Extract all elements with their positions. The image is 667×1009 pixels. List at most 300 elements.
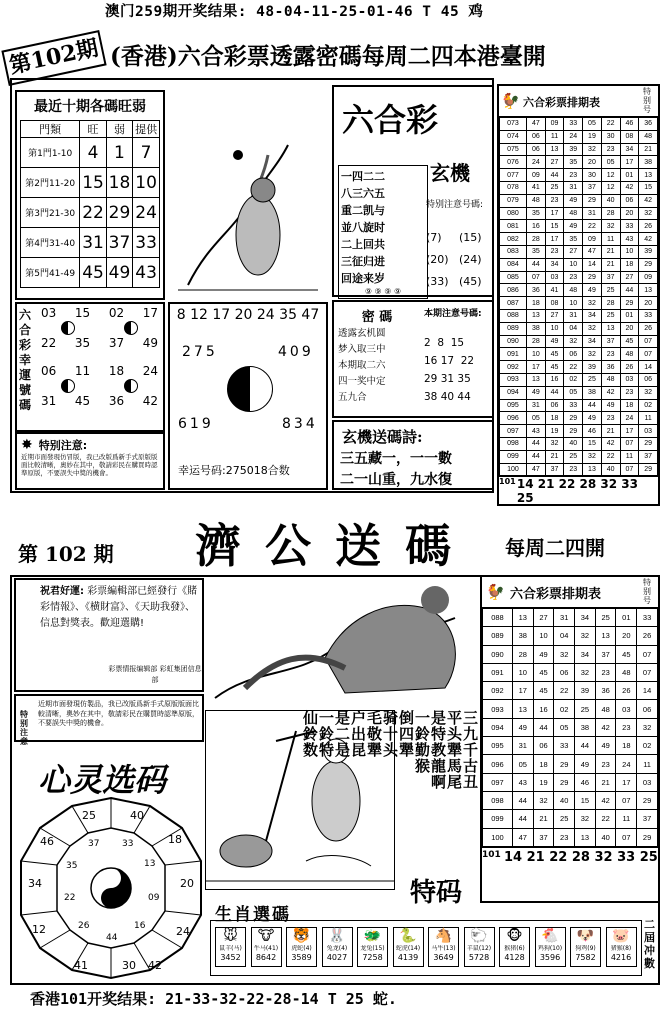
bagua-num: 12 <box>32 923 46 936</box>
bagua-num: 09 <box>148 893 160 903</box>
history-num-cell: 34 <box>583 335 602 348</box>
history-num-cell: 03 <box>616 700 637 718</box>
history-num-cell: 18 <box>620 399 639 412</box>
history-num-cell: 13 <box>526 373 545 386</box>
history-issue-cell: 093 <box>483 700 513 718</box>
history-num-cell: 30 <box>601 130 620 143</box>
zodiac-label: 马牛(13) <box>431 945 456 952</box>
macau-result-line: 澳门259期开奖结果: 48-04-11-25-01-46 T 45 鸡 <box>105 4 484 20</box>
history-num-cell: 08 <box>620 130 639 143</box>
history-num-cell: 21 <box>601 258 620 271</box>
history-num-cell: 07 <box>620 437 639 450</box>
history-issue-cell: 096 <box>500 412 527 425</box>
zodiac-label: 兔龙(4) <box>326 945 348 952</box>
history-num-cell: 34 <box>575 645 596 663</box>
history-row <box>483 755 658 773</box>
history-num-cell: 16 <box>526 220 545 233</box>
history-row <box>500 118 658 131</box>
notice-left <box>14 578 204 692</box>
bagua-num: 44 <box>106 933 118 943</box>
jigong-poem-col: 毛敬犟 <box>365 710 383 758</box>
history-num-cell: 25 <box>545 181 564 194</box>
lucky-num: 42 <box>142 394 158 408</box>
history-num-cell: 03 <box>545 271 564 284</box>
history-num-cell: 43 <box>512 773 533 791</box>
history-num-cell: 05 <box>526 412 545 425</box>
stats-panel <box>15 90 165 300</box>
xuanji-poem-line: 二上回共 <box>341 238 385 251</box>
history-row <box>500 309 658 322</box>
zodiac-animal-icon: 🐰 <box>328 928 346 944</box>
stats-cell: 37 <box>106 228 132 258</box>
history-issue-cell: 096 <box>483 755 513 773</box>
history-row <box>500 181 658 194</box>
zodiac-num: 4216 <box>610 953 632 962</box>
zodiac-item <box>606 927 637 967</box>
history-row <box>483 810 658 828</box>
history-num-cell: 35 <box>564 156 583 169</box>
history-issue-cell: 094 <box>500 386 527 399</box>
lucky-num: 36 <box>108 394 125 408</box>
stats-header-row <box>21 121 160 138</box>
rooster-icon: 🐓 <box>486 583 505 601</box>
history-num-cell: 32 <box>583 450 602 463</box>
history-num-cell: 21 <box>639 143 658 156</box>
history-issue-cell: 079 <box>500 194 527 207</box>
history-num-cell: 27 <box>564 245 583 258</box>
history-num-cell: 28 <box>512 645 533 663</box>
history-num-cell: 15 <box>575 791 596 809</box>
zodiac-item <box>286 927 317 967</box>
bagua-num: 40 <box>130 809 144 822</box>
history-num-cell: 32 <box>575 663 596 681</box>
history-num-cell: 21 <box>533 810 554 828</box>
stats-cell: 45 <box>80 258 106 288</box>
history-num-cell: 11 <box>620 450 639 463</box>
history-num-cell: 17 <box>545 233 564 246</box>
history-num-cell: 31 <box>554 609 575 627</box>
bagua-num: 22 <box>64 893 76 903</box>
history-num-cell: 47 <box>512 828 533 846</box>
history-issue-cell: 089 <box>483 627 513 645</box>
history-num-cell: 25 <box>575 700 596 718</box>
history-num-cell: 05 <box>601 156 620 169</box>
history-num-cell: 15 <box>545 220 564 233</box>
jigong-poem-col: 一鈴特 <box>317 710 335 758</box>
history-num-cell: 20 <box>616 627 637 645</box>
history-num-cell: 26 <box>620 361 639 374</box>
mima-title: 密 碼 <box>361 310 393 325</box>
history-issue-cell: 100 <box>500 463 527 476</box>
history-num-cell: 39 <box>639 245 658 258</box>
history-num-cell: 41 <box>545 284 564 297</box>
stats-cell: 43 <box>133 258 160 288</box>
notice-small-text: 近期市面發現仿冒版，我已改版爲新手式原版版面比較清晰，奧妙在其中，敬請彩民在購買時認準原版，不要誤失中獎的機會。 <box>21 453 158 477</box>
history-num-cell: 47 <box>583 245 602 258</box>
history-row <box>500 130 658 143</box>
lucky-num: 45 <box>74 394 91 408</box>
notice-left-body: 彩票編輯部已經發行《賭彩情報》、《横財富》、《天助我發》、信息對獎表。歡迎選購! <box>40 586 198 629</box>
history-num-cell: 07 <box>637 663 658 681</box>
notice-left-signature: 彩票情报编辑部 彩虹集团信息部 <box>108 665 202 684</box>
history-num-cell: 35 <box>526 245 545 258</box>
xuanji-poem-line: 一四二二 <box>341 170 385 183</box>
history-num-cell: 32 <box>564 335 583 348</box>
history-row <box>500 437 658 450</box>
history-num-cell: 48 <box>526 194 545 207</box>
history-num-cell: 33 <box>620 220 639 233</box>
history-num-cell: 38 <box>575 718 596 736</box>
bagua-num: 25 <box>82 809 96 822</box>
bagua-num: 26 <box>78 921 90 931</box>
history-num-cell: 49 <box>575 755 596 773</box>
stats-header: 門類 <box>21 121 80 138</box>
history-num-cell: 49 <box>564 220 583 233</box>
history-row <box>483 791 658 809</box>
history-num-cell: 44 <box>545 169 564 182</box>
bagua-num: 42 <box>148 959 162 972</box>
jigong-poem-col: 是二是 <box>333 710 351 758</box>
mima-line: 四一奖中定 <box>338 376 386 387</box>
history-row <box>500 412 658 425</box>
notice-left2 <box>14 694 204 746</box>
center-left-num: 275 <box>182 344 218 360</box>
history-num-cell: 37 <box>601 271 620 284</box>
history-num-cell: 05 <box>564 386 583 399</box>
history-num-cell: 17 <box>526 361 545 374</box>
zodiac-label: 牛马(41) <box>253 945 279 952</box>
history-num-cell: 04 <box>564 322 583 335</box>
lucky-num: 06 <box>41 364 57 378</box>
history-issue-cell: 084 <box>500 258 527 271</box>
headline: (香港)六合彩票透露密碼每周二四本港臺開 <box>110 43 546 70</box>
zodiac-num: 3589 <box>291 953 312 962</box>
history-num-cell: 38 <box>639 156 658 169</box>
history-num-cell: 06 <box>526 143 545 156</box>
history-num-cell: 49 <box>545 335 564 348</box>
zodiac-item <box>357 927 388 967</box>
history-num-cell: 13 <box>512 609 533 627</box>
zodiac-label: 猪猴(8) <box>610 945 632 952</box>
stats-cell: 15 <box>80 168 106 198</box>
history-num-cell: 32 <box>583 322 602 335</box>
zodiac-item <box>535 927 566 967</box>
history-num-cell: 36 <box>595 682 616 700</box>
history-num-cell: 06 <box>564 348 583 361</box>
stats-cell: 31 <box>80 228 106 258</box>
history-issue-cell: 088 <box>483 609 513 627</box>
lucky-num: 03 <box>41 306 57 320</box>
history-row <box>500 425 658 438</box>
zodiac-animal-icon: 🐵 <box>506 928 523 944</box>
history-top-side: 特别号 <box>643 87 651 114</box>
history-num-cell: 37 <box>639 450 658 463</box>
history-num-cell: 40 <box>601 194 620 207</box>
history-num-cell: 11 <box>545 130 564 143</box>
history-num-cell: 41 <box>526 181 545 194</box>
zodiac-item <box>322 927 353 967</box>
zodiac-num: 4027 <box>326 953 348 962</box>
history-row <box>483 828 658 846</box>
history-issue-cell: 088 <box>500 309 527 322</box>
history-num-cell: 29 <box>637 828 658 846</box>
history-num-cell: 23 <box>554 828 575 846</box>
circled-num: (15) <box>459 231 482 244</box>
history-num-cell: 32 <box>601 220 620 233</box>
history-num-cell: 20 <box>639 297 658 310</box>
sketch-illustration <box>168 85 328 295</box>
zodiac-label: 羊鼠(12) <box>466 945 492 952</box>
history-num-cell: 18 <box>545 412 564 425</box>
history-num-cell: 43 <box>620 233 639 246</box>
zodiac-animal-icon: 🐑 <box>470 928 488 944</box>
zodiac-animal-icon: 🐲 <box>363 928 382 944</box>
history-num-cell: 48 <box>620 348 639 361</box>
history-num-cell: 18 <box>620 258 639 271</box>
history-num-cell: 13 <box>595 627 616 645</box>
history-num-cell: 33 <box>639 309 658 322</box>
history-num-cell: 10 <box>620 245 639 258</box>
history-num-cell: 29 <box>564 412 583 425</box>
history-num-cell: 43 <box>526 425 545 438</box>
history-row <box>500 335 658 348</box>
history-num-cell: 27 <box>545 156 564 169</box>
history-num-cell: 21 <box>601 425 620 438</box>
history-num-cell: 14 <box>639 361 658 374</box>
zodiac-num: 4128 <box>504 953 525 962</box>
zodiac-item <box>464 927 495 967</box>
xuanji-poem-line: 三征归进 <box>341 255 385 268</box>
history-bottom-last-nums: 14 21 22 28 32 33 25 <box>504 849 658 865</box>
stats-row <box>21 138 160 168</box>
history-num-cell: 28 <box>526 233 545 246</box>
xuanji-title: 六合彩 <box>342 101 439 139</box>
history-num-cell: 40 <box>564 437 583 450</box>
history-num-cell: 32 <box>545 437 564 450</box>
stats-table <box>20 120 160 288</box>
circled-num: (24) <box>459 253 482 266</box>
lucky-num: 22 <box>41 336 57 350</box>
history-num-cell: 16 <box>545 373 564 386</box>
history-num-cell: 46 <box>583 425 602 438</box>
zodiac-side: 二屆冲數 <box>644 918 655 970</box>
history-num-cell: 13 <box>512 700 533 718</box>
history-num-cell: 37 <box>601 335 620 348</box>
history-num-cell: 34 <box>620 143 639 156</box>
history-num-cell: 17 <box>620 156 639 169</box>
history-num-cell: 14 <box>583 258 602 271</box>
zodiac-num: 3596 <box>539 953 561 962</box>
jigong-poem-col: 一鈴勤猴 <box>413 710 431 774</box>
jigong-poem-col: 户出昆 <box>349 710 367 758</box>
lucky-num: 35 <box>74 336 91 350</box>
xuanji-subtitle: 玄機 <box>430 161 470 185</box>
history-row <box>483 663 658 681</box>
history-row <box>500 169 658 182</box>
history-num-cell: 07 <box>639 348 658 361</box>
stats-cell: 18 <box>106 168 132 198</box>
center-bottom-left-num: 619 <box>178 416 214 432</box>
zodiac-label: 鸡狗(10) <box>537 945 563 952</box>
history-num-cell: 49 <box>512 718 533 736</box>
center-panel <box>168 302 328 490</box>
zodiac-animal-icon: 🐶 <box>576 928 595 944</box>
history-num-cell: 24 <box>526 156 545 169</box>
stats-header: 弱 <box>106 121 132 138</box>
center-bottom-right-num: 834 <box>282 416 318 432</box>
history-num-cell: 32 <box>639 386 658 399</box>
stats-row <box>21 258 160 288</box>
mima-note-row: 29 31 35 <box>424 373 471 385</box>
history-num-cell: 06 <box>639 373 658 386</box>
jigong-title: 濟 公 送 碼 <box>195 519 456 573</box>
history-num-cell: 22 <box>601 450 620 463</box>
jigong-poem-col: 平头犟馬尾 <box>445 710 463 790</box>
history-num-cell: 10 <box>564 258 583 271</box>
history-issue-cell: 099 <box>483 810 513 828</box>
lucky-num: 15 <box>74 306 91 320</box>
history-num-cell: 49 <box>583 284 602 297</box>
history-num-cell: 32 <box>575 810 596 828</box>
history-num-cell: 26 <box>637 627 658 645</box>
history-num-cell: 15 <box>583 437 602 450</box>
history-issue-cell: 086 <box>500 284 527 297</box>
history-num-cell: 12 <box>601 169 620 182</box>
history-row <box>500 450 658 463</box>
history-num-cell: 47 <box>526 463 545 476</box>
history-num-cell: 05 <box>512 755 533 773</box>
history-num-cell: 02 <box>639 399 658 412</box>
zodiac-item <box>499 927 530 967</box>
history-bottom-table <box>482 608 658 847</box>
bagua-diagram <box>18 795 204 981</box>
history-num-cell: 45 <box>533 663 554 681</box>
mima-line: 本期取二六 <box>338 360 386 371</box>
history-num-cell: 29 <box>583 271 602 284</box>
history-bottom-side: 特别号 <box>643 578 651 605</box>
history-issue-cell: 093 <box>500 373 527 386</box>
history-issue-cell: 097 <box>483 773 513 791</box>
history-num-cell: 29 <box>554 755 575 773</box>
stats-row-label: 第5門41-49 <box>21 258 80 288</box>
history-num-cell: 19 <box>583 130 602 143</box>
history-num-cell: 22 <box>564 361 583 374</box>
zodiac-num: 3452 <box>220 953 241 962</box>
history-num-cell: 38 <box>512 627 533 645</box>
history-num-cell: 07 <box>616 828 637 846</box>
history-num-cell: 28 <box>526 335 545 348</box>
history-num-cell: 26 <box>639 322 658 335</box>
history-num-cell: 09 <box>583 233 602 246</box>
jigong-poem-col: 是特教龍啊 <box>429 710 447 790</box>
history-num-cell: 21 <box>601 245 620 258</box>
heart-title: 心灵选码 <box>38 761 167 799</box>
history-num-cell: 48 <box>564 207 583 220</box>
zodiac-animal-icon: 🐯 <box>292 928 311 944</box>
history-num-cell: 36 <box>639 118 658 131</box>
history-row <box>500 463 658 476</box>
history-issue-cell: 092 <box>500 361 527 374</box>
history-num-cell: 32 <box>637 718 658 736</box>
history-issue-cell: 077 <box>500 169 527 182</box>
history-num-cell: 48 <box>601 373 620 386</box>
stats-row <box>21 168 160 198</box>
history-num-cell: 42 <box>601 386 620 399</box>
history-num-cell: 49 <box>564 194 583 207</box>
history-num-cell: 26 <box>639 220 658 233</box>
history-issue-cell: 087 <box>500 297 527 310</box>
history-num-cell: 27 <box>533 609 554 627</box>
history-num-cell: 01 <box>616 609 637 627</box>
history-issue-cell: 074 <box>500 130 527 143</box>
lucky-num: 24 <box>142 364 158 378</box>
zodiac-item <box>215 927 246 967</box>
history-num-cell: 20 <box>620 322 639 335</box>
history-num-cell: 13 <box>639 169 658 182</box>
mima-note-row: 16 17 22 <box>424 355 475 367</box>
history-num-cell: 08 <box>545 297 564 310</box>
history-num-cell: 40 <box>595 828 616 846</box>
history-num-cell: 34 <box>575 609 596 627</box>
history-row <box>500 348 658 361</box>
history-num-cell: 03 <box>620 373 639 386</box>
bagua-num: 24 <box>176 925 190 938</box>
zodiac-animal-icon: 🐭 <box>223 928 238 944</box>
zodiac-animal-icon: 🐔 <box>541 928 559 944</box>
stats-header: 提供 <box>133 121 160 138</box>
history-num-cell: 44 <box>512 810 533 828</box>
history-num-cell: 23 <box>601 143 620 156</box>
history-num-cell: 24 <box>564 130 583 143</box>
mima-line: 透露玄机圆 <box>338 328 386 339</box>
history-num-cell: 07 <box>616 791 637 809</box>
issue-badge: 第102期 <box>1 30 106 86</box>
history-num-cell: 22 <box>601 118 620 131</box>
history-num-cell: 48 <box>595 700 616 718</box>
history-num-cell: 16 <box>533 700 554 718</box>
center-right-num: 409 <box>278 344 314 360</box>
yin-yang-icon <box>61 321 75 335</box>
bagua-num: 41 <box>74 959 88 972</box>
jigong-issue: 第 102 期 <box>18 542 114 566</box>
history-row <box>500 271 658 284</box>
history-num-cell: 25 <box>554 810 575 828</box>
stats-title: 最近十期各碼旺弱 <box>34 99 146 115</box>
xuanji-panel <box>332 85 494 297</box>
circled-num: (45) <box>459 275 482 288</box>
history-num-cell: 23 <box>616 718 637 736</box>
zodiac-item <box>251 927 282 967</box>
history-issue-cell: 095 <box>483 737 513 755</box>
history-num-cell: 42 <box>620 181 639 194</box>
xuanji-notice-title: 特别注意号碼: <box>426 200 484 210</box>
history-row <box>483 718 658 736</box>
history-num-cell: 04 <box>554 627 575 645</box>
history-num-cell: 48 <box>616 663 637 681</box>
history-num-cell: 22 <box>595 810 616 828</box>
yin-yang-icon <box>61 379 75 393</box>
history-issue-cell: 085 <box>500 271 527 284</box>
history-num-cell: 45 <box>620 335 639 348</box>
history-num-cell: 37 <box>637 810 658 828</box>
zodiac-num: 3649 <box>433 953 454 962</box>
history-num-cell: 38 <box>526 322 545 335</box>
history-num-cell: 07 <box>526 271 545 284</box>
stats-cell: 24 <box>133 198 160 228</box>
poem-box <box>332 420 494 490</box>
history-num-cell: 20 <box>620 207 639 220</box>
history-num-cell: 44 <box>545 386 564 399</box>
